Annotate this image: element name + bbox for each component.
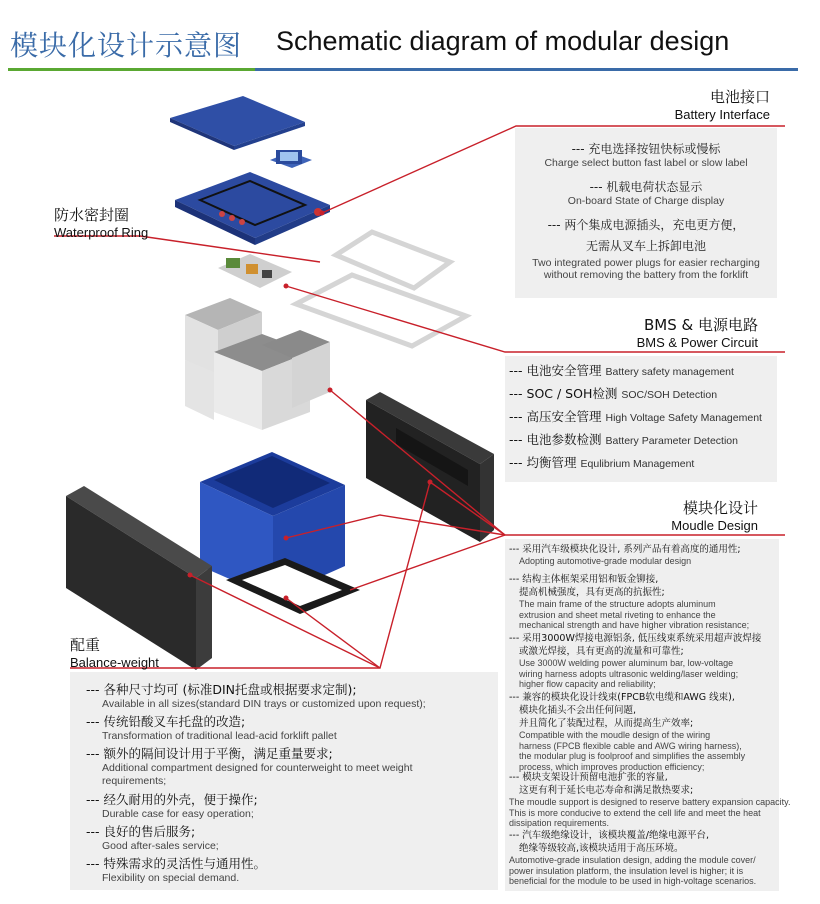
bi-item-3-en2: without removing the battery from the forklift <box>543 269 749 281</box>
waterproof-ring-2 <box>296 275 466 346</box>
md-item-6: --- 汽车级绝缘设计，该模块覆盖/绝缘电源平台, 绝缘等级较高,该模块适用于高压环境。 Automotive-grade insulation design, adding the module cover/ power insulation platform, the insulation level is higher; it is beneficial for the module to be used in high-voltage scenarios. <box>509 830 757 886</box>
bms-title-cn: BMS & 电源电路 <box>644 316 758 334</box>
bi-item-3-cn2: 无需从叉车上拆卸电池 <box>585 239 706 253</box>
battery-interface-title-cn: 电池接口 <box>709 88 770 106</box>
module-design-heading <box>671 497 758 533</box>
bw-item-2: --- 传统铅酸叉车托盘的改造; Transformation of traditional lead-acid forklift pallet <box>86 714 337 742</box>
bms-item-2: --- SOC / SOH检测 SOC/SOH Detection <box>509 386 718 401</box>
bms-item-5: --- 均衡管理 Equlibrium Management <box>509 455 695 470</box>
bi-item-1-en: Charge select button fast label or slow label <box>544 157 748 169</box>
bms-title-en: BMS & Power Circuit <box>636 335 758 350</box>
balance-weight-panel <box>70 672 498 890</box>
top-cover-plate <box>170 96 305 150</box>
bi-item-1-cn: --- 充电选择按钮快标或慢标 <box>571 142 721 156</box>
battery-interface-plate <box>175 172 330 245</box>
md-item-3: --- 采用3000W焊接电源铝条, 低压线束系统采用超声波焊接 或激光焊接，具有更高的流量和可靠性; Use 3000W welding power aluminum bar, low-voltage wiring harness adopts ultrasonic welding/laser welding; higher flow capacity and reliability; <box>509 633 762 689</box>
bi-item-2-cn: --- 机载电荷状态显示 <box>589 180 703 194</box>
soc-display-unit <box>270 150 312 168</box>
balance-weight-heading <box>70 634 159 670</box>
battery-interface-heading <box>675 86 770 122</box>
balance-weight-title-en: Balance-weight <box>70 655 159 670</box>
md-item-5: --- 模块支架设计预留电池扩张的容量, 这更有利于延长电芯寿命和满足散热要求; The moudle support is designed to reserve battery expansion capacity. This is more conducive to extend the cell life and meet the heat dissipation requirements. <box>509 772 791 828</box>
battery-interface-panel <box>515 128 777 298</box>
bi-item-1 <box>515 140 777 169</box>
bms-item-1: --- 电池安全管理 Battery safety management <box>509 363 734 378</box>
page-title-cn: 模块化设计示意图 <box>10 29 243 62</box>
bms-board <box>218 254 292 288</box>
balance-weight-plate-right <box>366 392 494 542</box>
waterproof-ring-1 <box>336 232 450 288</box>
balance-weight-title-cn: 配重 <box>70 636 101 654</box>
module-design-title-cn: 模块化设计 <box>682 499 758 517</box>
bi-item-3-en: Two integrated power plugs for easier recharging <box>532 257 760 269</box>
bw-item-6: --- 特殊需求的灵活性与通用性。 Flexibility on special demand. <box>86 856 267 884</box>
bi-item-2-en: On-board State of Charge display <box>567 195 725 207</box>
page-title-en: Schematic diagram of modular design <box>276 26 730 56</box>
bi-item-2 <box>515 178 777 207</box>
waterproof-title-en: Waterproof Ring <box>54 225 149 240</box>
waterproof-title-cn: 防水密封圈 <box>54 206 130 224</box>
module-design-panel <box>505 539 791 891</box>
bi-item-3 <box>515 216 777 281</box>
bw-item-3: --- 额外的隔间设计用于平衡，满足重量要求; Additional compartment designed for counterweight to meet weight requirements; <box>86 746 413 787</box>
battery-cell-modules <box>185 298 330 430</box>
bms-item-3: --- 高压安全管理 High Voltage Safety Management <box>509 409 762 424</box>
md-item-4: --- 兼容的模块化设计线束(FPCB软电缆和AWG 线束), 模块化插头不会出任何问题, 并且简化了装配过程，从而提高生产效率; Compatible with the moudle design of the wiring harness (FPCB flexible cable and AWG wiring harness), the modular plug is foolproof and simplifies the assembly process, which improves production efficiency; <box>509 692 746 772</box>
bms-item-4: --- 电池参数检测 Battery Parameter Detection <box>509 432 738 447</box>
module-design-title-en: Moudle Design <box>671 518 758 533</box>
bw-item-5: --- 良好的售后服务; Good after-sales service; <box>86 824 219 852</box>
bms-heading <box>637 314 758 350</box>
bi-item-3-cn: --- 两个集成电源插头，充电更方便， <box>547 218 745 232</box>
bms-feature-list <box>505 356 777 482</box>
bw-item-1: --- 各种尺寸均可 (标准DIN托盘或根据要求定制); Available in all sizes(standard DIN trays or customized upon request); <box>86 682 426 710</box>
battery-interface-title-en: Battery Interface <box>674 107 770 122</box>
bw-item-4: --- 经久耐用的外壳，便于操作; Durable case for easy operation; <box>86 792 258 820</box>
md-item-1: --- 采用汽车级模块化设计, 系列产品有着高度的通用性; Adopting automotive-grade modular design <box>509 544 741 566</box>
waterproof-ring-label <box>54 204 148 240</box>
md-item-2: --- 结构主体框架采用铝和钣金铆接, 提高机械强度，具有更高的抗振性; The main frame of the structure adopts aluminum extrusion and sheet metal riveting to enhance the mechanical strength and have higher vibration resistance; <box>509 574 750 630</box>
